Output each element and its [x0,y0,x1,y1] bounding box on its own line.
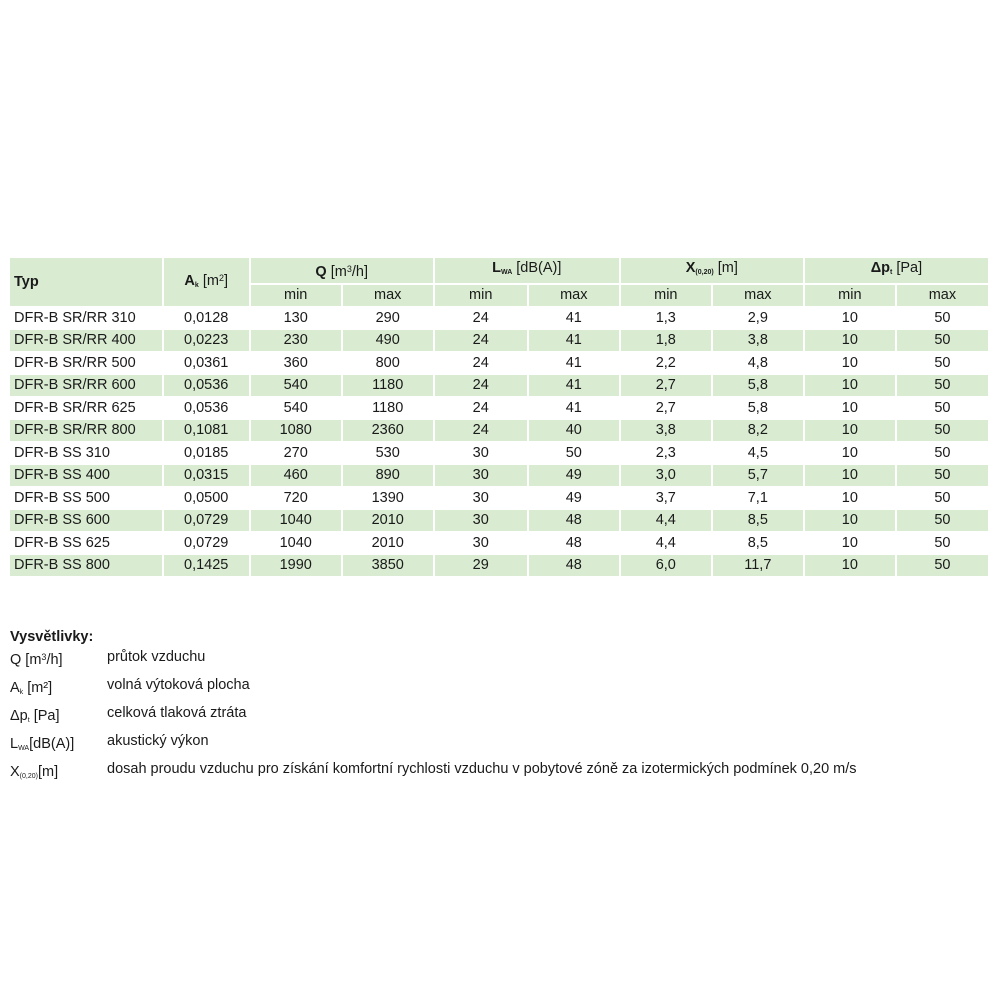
legend-item [10,703,857,731]
cell-l-min: 30 [435,443,527,464]
cell-q-max: 2010 [343,533,433,554]
cell-l-max: 41 [529,353,619,374]
cell-ak: 0,1425 [164,555,249,576]
cell-q-min: 1040 [251,510,341,531]
header-lwa-max: max [529,285,619,306]
cell-p-min: 10 [805,488,895,509]
cell-l-min: 30 [435,510,527,531]
legend-symbol-main: L [10,736,19,752]
table-row [10,488,988,509]
table-row [10,330,988,351]
header-x: $X_{(0,20)}$ [m] [621,258,803,283]
cell-l-min: 24 [435,420,527,441]
legend-item [10,647,857,675]
legend-item [10,731,857,759]
cell-p-max: 50 [897,308,988,329]
cell-l-max: 41 [529,375,619,396]
table-row [10,533,988,554]
legend-item [10,675,857,703]
cell-type: DFR-B SS 400 [10,465,162,486]
table-row [10,398,988,419]
legend-symbol-unit: [m] [37,764,59,780]
cell-l-max: 48 [529,555,619,576]
cell-ak: 0,0536 [164,375,249,396]
cell-x-min: 2,2 [621,353,711,374]
cell-q-max: 1180 [343,398,433,419]
cell-p-max: 50 [897,488,988,509]
cell-p-min: 10 [805,510,895,531]
legend-description: volná výtoková plocha [107,677,250,693]
cell-p-max: 50 [897,533,988,554]
cell-l-max: 49 [529,488,619,509]
legend-symbol-sub: t [27,717,30,724]
cell-x-min: 3,8 [621,420,711,441]
header-typ: Typ [10,258,162,306]
legend-symbol [10,647,107,675]
cell-ak: 0,1081 [164,420,249,441]
cell-l-max: 49 [529,465,619,486]
cell-l-min: 29 [435,555,527,576]
cell-p-max: 50 [897,353,988,374]
cell-l-min: 24 [435,353,527,374]
header-dp-min: min [805,285,895,306]
cell-l-min: 24 [435,375,527,396]
legend-description: celková tlaková ztráta [107,705,247,721]
cell-x-max: 5,7 [713,465,803,486]
cell-q-max: 2360 [343,420,433,441]
cell-type: DFR-B SS 500 [10,488,162,509]
cell-q-max: 1180 [343,375,433,396]
cell-ak: 0,0536 [164,398,249,419]
cell-q-min: 1990 [251,555,341,576]
cell-l-min: 30 [435,488,527,509]
legend-symbol-main: Q [m [10,652,42,668]
cell-q-max: 2010 [343,510,433,531]
cell-p-min: 10 [805,308,895,329]
cell-q-min: 270 [251,443,341,464]
legend-symbol-sup: 3 [41,652,47,662]
legend-symbol-main: A [10,680,20,696]
table-row [10,353,988,374]
cell-p-min: 10 [805,398,895,419]
spec-table-container [10,256,988,578]
legend-symbol-sub: (0,20) [19,773,38,780]
legend-symbol [10,731,107,759]
cell-p-max: 50 [897,375,988,396]
legend-items [10,647,857,787]
cell-l-max: 41 [529,330,619,351]
cell-q-max: 290 [343,308,433,329]
legend-symbol [10,703,107,731]
cell-q-max: 530 [343,443,433,464]
cell-p-max: 50 [897,465,988,486]
legend-symbol-unit: [m²] [23,680,53,696]
legend-symbol [10,759,107,787]
cell-p-min: 10 [805,443,895,464]
cell-x-max: 7,1 [713,488,803,509]
table-row [10,375,988,396]
spec-table [8,256,990,578]
header-lwa: $L_{WA}$ [dB(A)] [435,258,619,283]
cell-p-max: 50 [897,420,988,441]
header-ak: $A_k$ $[m^2]$ [164,258,249,306]
cell-p-max: 50 [897,510,988,531]
cell-q-min: 460 [251,465,341,486]
legend-item [10,759,857,787]
cell-type: DFR-B SR/RR 800 [10,420,162,441]
legend-title: Vysvětlivky: [10,629,94,645]
cell-ak: 0,0361 [164,353,249,374]
cell-x-max: 4,5 [713,443,803,464]
cell-x-min: 1,3 [621,308,711,329]
cell-x-min: 1,8 [621,330,711,351]
cell-type: DFR-B SR/RR 310 [10,308,162,329]
header-dp: $\Delta p_t$ [Pa] [805,258,988,283]
cell-q-min: 360 [251,353,341,374]
cell-l-max: 41 [529,308,619,329]
cell-ak: 0,0128 [164,308,249,329]
header-lwa-min: min [435,285,527,306]
cell-type: DFR-B SR/RR 500 [10,353,162,374]
cell-type: DFR-B SS 625 [10,533,162,554]
cell-x-max: 8,5 [713,510,803,531]
cell-x-min: 4,4 [621,533,711,554]
legend-symbol-unit: [dB(A)] [29,736,75,752]
cell-l-min: 30 [435,465,527,486]
cell-type: DFR-B SS 600 [10,510,162,531]
cell-l-min: 24 [435,398,527,419]
legend-symbol-sub: WA [18,745,30,752]
header-q: Q $[m^3/h]$ [251,258,433,283]
cell-x-max: 8,5 [713,533,803,554]
table-row [10,420,988,441]
cell-l-max: 41 [529,398,619,419]
cell-x-max: 11,7 [713,555,803,576]
cell-x-min: 2,3 [621,443,711,464]
cell-l-max: 48 [529,510,619,531]
cell-type: DFR-B SR/RR 400 [10,330,162,351]
cell-ak: 0,0729 [164,533,249,554]
cell-type: DFR-B SR/RR 625 [10,398,162,419]
cell-p-min: 10 [805,420,895,441]
cell-p-min: 10 [805,555,895,576]
cell-x-max: 8,2 [713,420,803,441]
table-row [10,308,988,329]
cell-ak: 0,0729 [164,510,249,531]
cell-p-max: 50 [897,398,988,419]
cell-q-min: 540 [251,398,341,419]
legend-symbol-unit: /h] [46,652,63,668]
cell-q-min: 230 [251,330,341,351]
cell-p-max: 50 [897,330,988,351]
cell-l-min: 30 [435,533,527,554]
header-dp-max: max [897,285,988,306]
header-x-min: min [621,285,711,306]
legend [10,627,857,787]
cell-ak: 0,0185 [164,443,249,464]
cell-q-max: 1390 [343,488,433,509]
legend-symbol-sub: k [19,689,24,696]
table-row [10,555,988,576]
cell-q-min: 1080 [251,420,341,441]
cell-p-min: 10 [805,533,895,554]
cell-q-max: 800 [343,353,433,374]
table-body [10,308,988,576]
cell-q-min: 720 [251,488,341,509]
table-row [10,443,988,464]
cell-x-max: 5,8 [713,398,803,419]
cell-x-max: 5,8 [713,375,803,396]
cell-x-min: 3,7 [621,488,711,509]
legend-symbol [10,675,107,703]
cell-x-min: 2,7 [621,398,711,419]
cell-q-max: 3850 [343,555,433,576]
cell-x-max: 3,8 [713,330,803,351]
cell-x-max: 4,8 [713,353,803,374]
cell-p-min: 10 [805,375,895,396]
cell-q-max: 490 [343,330,433,351]
cell-p-min: 10 [805,353,895,374]
cell-x-min: 2,7 [621,375,711,396]
legend-description: akustický výkon [107,733,209,749]
cell-l-max: 50 [529,443,619,464]
cell-x-min: 4,4 [621,510,711,531]
header-q-min: min [251,285,341,306]
cell-p-max: 50 [897,443,988,464]
cell-q-min: 540 [251,375,341,396]
header-x-max: max [713,285,803,306]
legend-symbol-main: X [10,764,20,780]
cell-l-min: 24 [435,330,527,351]
cell-x-min: 6,0 [621,555,711,576]
cell-p-max: 50 [897,555,988,576]
legend-description: dosah proudu vzduchu pro získání komfortní rychlosti vzduchu v pobytové zóně za izotermických podmínek 0,20 m/s [107,761,857,777]
cell-l-min: 24 [435,308,527,329]
cell-q-min: 130 [251,308,341,329]
cell-x-min: 3,0 [621,465,711,486]
cell-l-max: 40 [529,420,619,441]
cell-type: DFR-B SR/RR 600 [10,375,162,396]
cell-ak: 0,0223 [164,330,249,351]
cell-p-min: 10 [805,330,895,351]
cell-type: DFR-B SS 800 [10,555,162,576]
cell-q-max: 890 [343,465,433,486]
header-q-max: max [343,285,433,306]
cell-l-max: 48 [529,533,619,554]
legend-description: průtok vzduchu [107,649,206,665]
cell-ak: 0,0315 [164,465,249,486]
table-row [10,510,988,531]
table-row [10,465,988,486]
legend-symbol-unit: [Pa] [29,708,60,724]
cell-type: DFR-B SS 310 [10,443,162,464]
cell-p-min: 10 [805,465,895,486]
cell-ak: 0,0500 [164,488,249,509]
cell-x-max: 2,9 [713,308,803,329]
cell-q-min: 1040 [251,533,341,554]
legend-symbol-main: Δp [10,708,28,724]
